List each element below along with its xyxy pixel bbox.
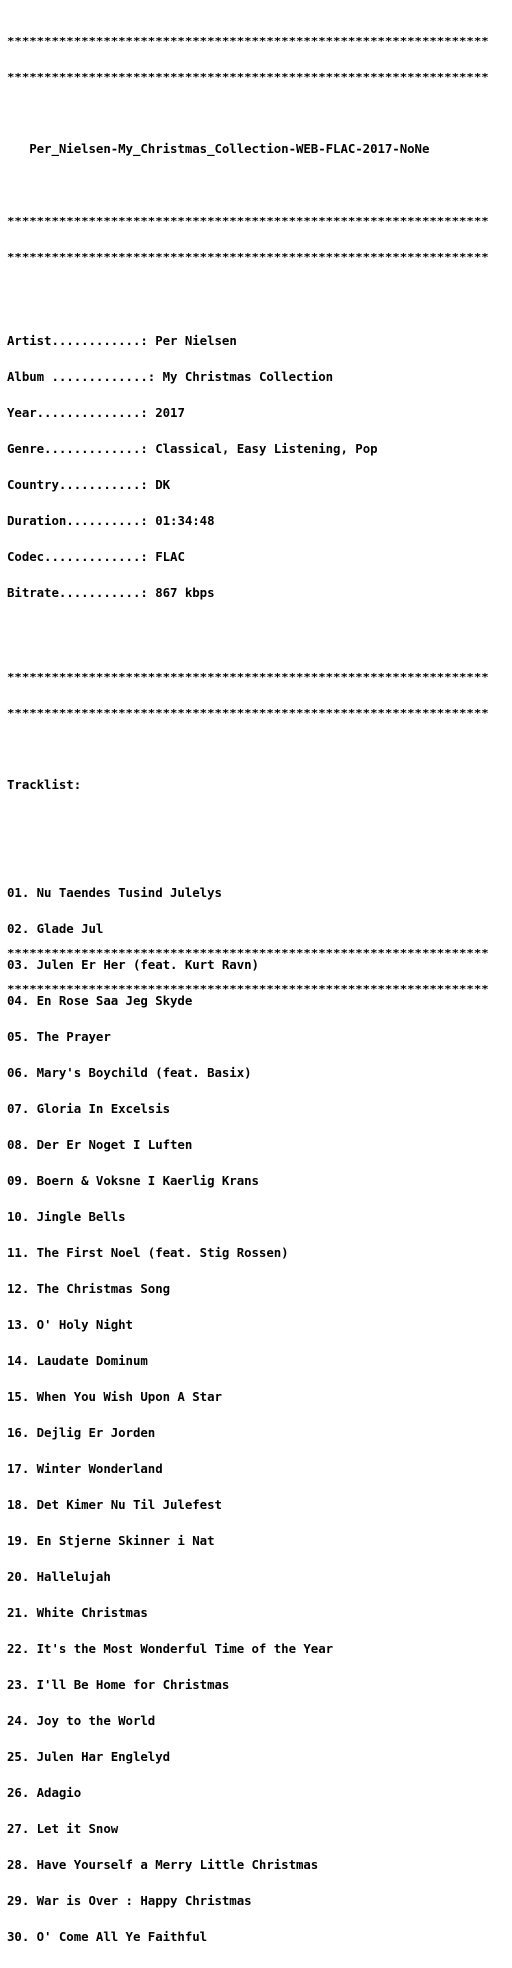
track-item: 03. Julen Er Her (feat. Kurt Ravn)	[7, 957, 259, 972]
blank-line	[7, 635, 489, 647]
track-item: 27. Let it Snow	[7, 1821, 119, 1836]
info-label: Genre.............:	[7, 441, 148, 456]
track-item: 06. Mary's Boychild (feat. Basix)	[7, 1065, 252, 1080]
track-item: 08. Der Er Noget I Luften	[7, 1137, 193, 1152]
blank-line	[7, 815, 489, 827]
info-value: FLAC	[155, 549, 185, 564]
track-item: 04. En Rose Saa Jeg Skyde	[7, 993, 193, 1008]
info-label: Album .............:	[7, 369, 156, 384]
track-item: 17. Winter Wonderland	[7, 1461, 163, 1476]
track-item: 25. Julen Har Englelyd	[7, 1749, 171, 1764]
info-label: Artist............:	[7, 333, 148, 348]
border-line-info-top-1: *****************************************************************	[7, 215, 489, 227]
info-value: My Christmas Collection	[162, 369, 334, 384]
track-item: 21. White Christmas	[7, 1605, 148, 1620]
info-row-artist	[7, 335, 489, 347]
track-item: 16. Dejlig Er Jorden	[7, 1425, 156, 1440]
track-item: 12. The Christmas Song	[7, 1281, 171, 1296]
tracklist-heading: Tracklist:	[7, 777, 82, 792]
info-row-bitrate	[7, 587, 489, 599]
info-value: 01:34:48	[155, 513, 215, 528]
track-item: 26. Adagio	[7, 1785, 82, 1800]
track-item: 24. Joy to the World	[7, 1713, 156, 1728]
info-label: Year..............:	[7, 405, 148, 420]
border-line-bottom-2: *****************************************************************	[7, 983, 489, 995]
border-line-top-1: *****************************************************************	[7, 35, 489, 47]
info-label: Bitrate...........:	[7, 585, 148, 600]
track-item: 11. The First Noel (feat. Stig Rossen)	[7, 1245, 289, 1260]
info-row-country	[7, 479, 489, 491]
track-item: 14. Laudate Dominum	[7, 1353, 148, 1368]
track-item: 05. The Prayer	[7, 1029, 111, 1044]
border-line-info-top-2: *****************************************************************	[7, 251, 489, 263]
track-item: 02. Glade Jul	[7, 921, 104, 936]
info-value: 867 kbps	[155, 585, 215, 600]
info-value: Classical, Easy Listening, Pop	[155, 441, 378, 456]
info-row-codec	[7, 551, 489, 563]
track-item: 19. En Stjerne Skinner i Nat	[7, 1533, 215, 1548]
track-list	[7, 863, 489, 1944]
release-name: Per_Nielsen-My_Christmas_Collection-WEB-FLAC-2017-NoNe	[7, 141, 430, 156]
track-item: 13. O' Holy Night	[7, 1317, 133, 1332]
track-item: 20. Hallelujah	[7, 1569, 111, 1584]
nfo-document	[7, 11, 489, 1944]
track-item: 09. Boern & Voksne I Kaerlig Krans	[7, 1173, 259, 1188]
track-item: 28. Have Yourself a Merry Little Christmas	[7, 1857, 319, 1872]
track-item: 01. Nu Taendes Tusind Julelys	[7, 885, 222, 900]
info-value: DK	[155, 477, 171, 492]
track-item: 07. Gloria In Excelsis	[7, 1101, 171, 1116]
info-row-genre	[7, 443, 489, 455]
info-label: Codec.............:	[7, 549, 148, 564]
border-line-top-2: *****************************************************************	[7, 71, 489, 83]
info-label: Country...........:	[7, 477, 148, 492]
border-line-bottom-1: *****************************************************************	[7, 947, 489, 959]
track-item: 30. O' Come All Ye Faithful	[7, 1929, 208, 1944]
blank-line	[7, 743, 489, 755]
blank-line	[7, 287, 489, 299]
info-value: 2017	[155, 405, 185, 420]
info-row-duration	[7, 515, 489, 527]
track-item: 15. When You Wish Upon A Star	[7, 1389, 222, 1404]
track-item: 22. It's the Most Wonderful Time of the Year	[7, 1641, 334, 1656]
track-item: 10. Jingle Bells	[7, 1209, 126, 1224]
track-item: 23. I'll Be Home for Christmas	[7, 1677, 230, 1692]
info-row-album	[7, 371, 489, 383]
border-line-mid-1: *****************************************************************	[7, 671, 489, 683]
track-item: 18. Det Kimer Nu Til Julefest	[7, 1497, 222, 1512]
blank-line	[7, 107, 489, 119]
track-item: 29. War is Over : Happy Christmas	[7, 1893, 252, 1908]
border-line-mid-2: *****************************************************************	[7, 707, 489, 719]
info-value: Per Nielsen	[155, 333, 237, 348]
info-label: Duration..........:	[7, 513, 148, 528]
info-row-year	[7, 407, 489, 419]
blank-line	[7, 179, 489, 191]
